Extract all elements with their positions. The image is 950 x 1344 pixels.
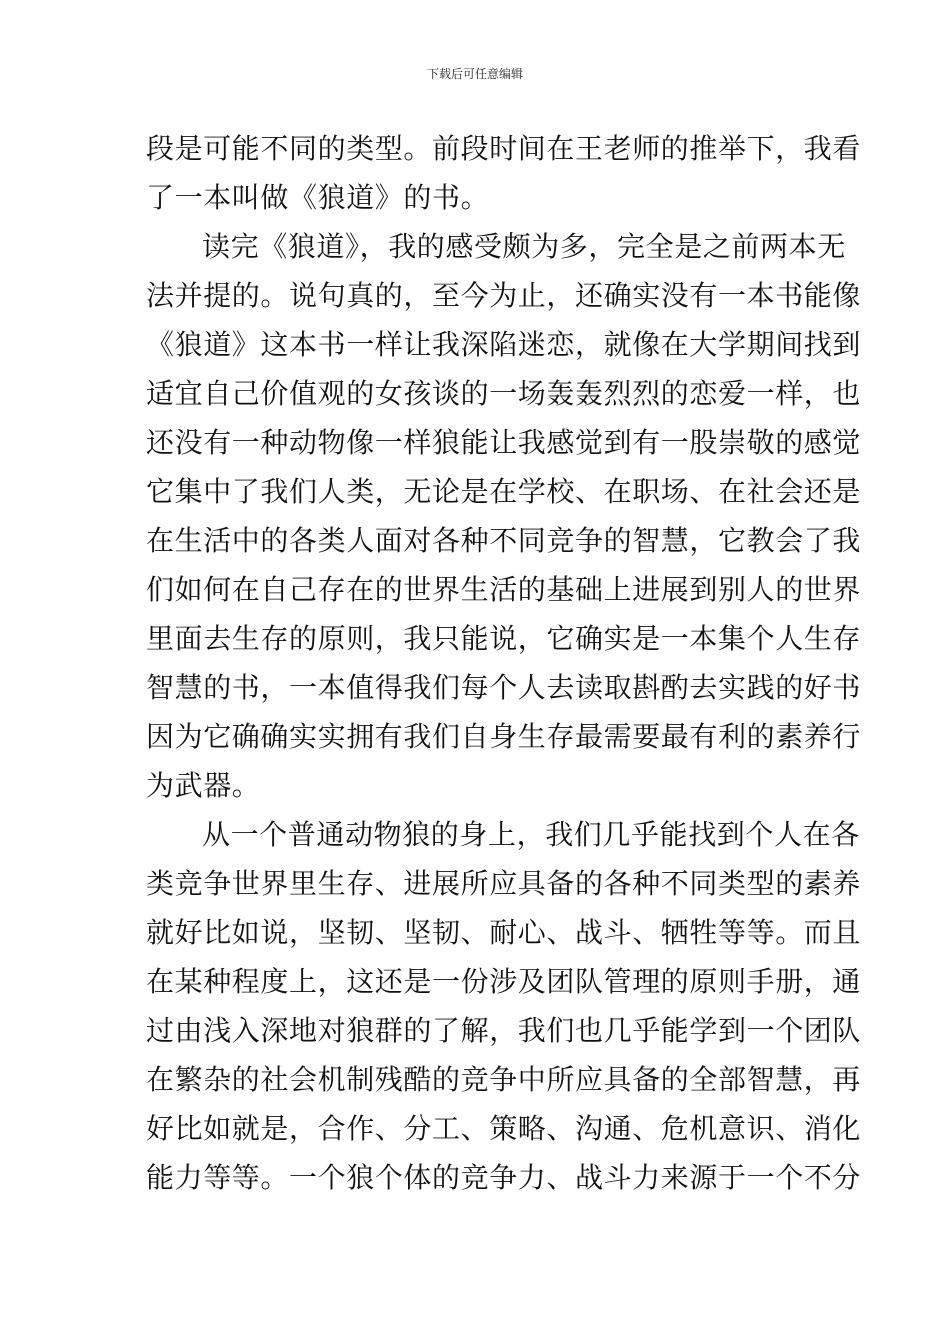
text-line: 了一本叫做《狼道》的书。	[146, 181, 490, 214]
text-line: 类竞争世界里生存、进展所应具备的各种不同类型的素养	[146, 867, 862, 900]
text-line: 因为它确确实实拥有我们自身生存最需要最有利的素养行	[146, 720, 862, 753]
text-line: 智慧的书，一本值得我们每个人去读取斟酌去实践的好书	[146, 671, 862, 704]
document-body	[146, 124, 862, 1202]
text-line: 在繁杂的社会机制残酷的竞争中所应具备的全部智慧，再	[146, 1063, 862, 1096]
text-line: 法并提的。说句真的，至今为止，还确实没有一本书能像	[146, 279, 862, 312]
paragraph-first-line: 从一个普通动物狼的身上，我们几乎能找到个人在各	[202, 818, 860, 851]
text-line: 还没有一种动物像一样狼能让我感觉到有一股崇敬的感觉	[146, 426, 862, 459]
text-line: 好比如就是，合作、分工、策略、沟通、危机意识、消化	[146, 1112, 862, 1145]
text-line: 段是可能不同的类型。前段时间在王老师的推举下，我看	[146, 132, 862, 165]
text-line: 《狼道》这本书一样让我深陷迷恋，就像在大学期间找到	[146, 328, 862, 361]
page-header: 下载后可任意编辑	[426, 67, 523, 81]
text-line: 们如何在自己存在的世界生活的基础上进展到别人的世界	[146, 573, 862, 606]
paragraph-first-line: 读完《狼道》，我的感受颇为多，完全是之前两本无	[202, 230, 846, 263]
text-line: 在某种程度上，这还是一份涉及团队管理的原则手册，通	[146, 965, 862, 998]
text-line: 为武器。	[146, 769, 261, 802]
text-line: 就好比如说，坚韧、坚韧、耐心、战斗、牺牲等等。而且	[146, 916, 862, 949]
text-line: 它集中了我们人类，无论是在学校、在职场、在社会还是	[146, 475, 862, 508]
text-line: 过由浅入深地对狼群的了解，我们也几乎能学到一个团队	[146, 1014, 862, 1047]
text-line: 里面去生存的原则，我只能说，它确实是一本集个人生存	[146, 622, 862, 655]
text-line: 适宜自己价值观的女孩谈的一场轰轰烈烈的恋爱一样，也	[146, 377, 862, 410]
text-line: 在生活中的各类人面对各种不同竞争的智慧，它教会了我	[146, 524, 862, 557]
text-line: 能力等等。一个狼个体的竞争力、战斗力来源于一个不分	[146, 1161, 862, 1194]
